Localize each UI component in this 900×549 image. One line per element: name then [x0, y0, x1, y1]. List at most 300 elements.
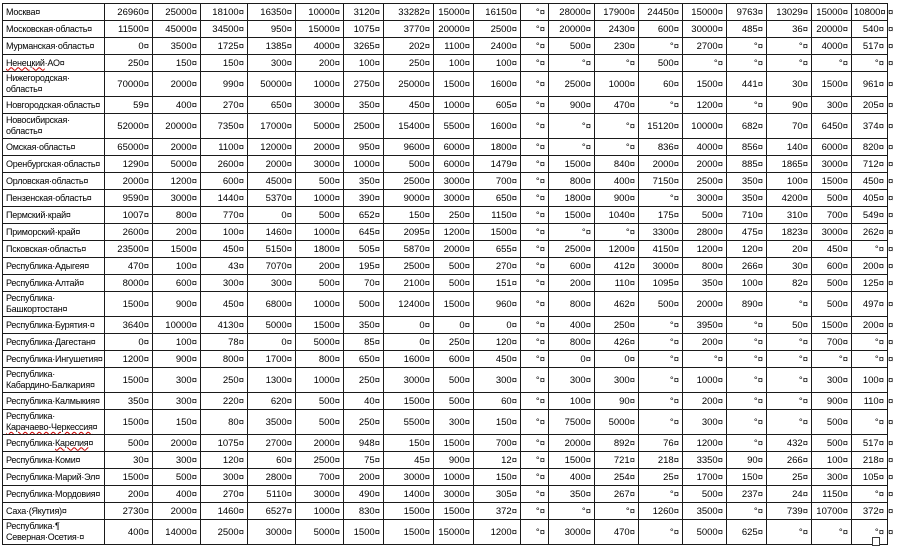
value-cell[interactable]: 151¤ [474, 275, 521, 292]
value-cell[interactable]: 1500¤ [105, 469, 153, 486]
value-cell[interactable]: 2000¤ [683, 156, 727, 173]
value-cell[interactable]: °¤ [521, 21, 549, 38]
value-cell[interactable]: 1600¤ [474, 72, 521, 97]
value-cell[interactable]: 830¤ [344, 503, 384, 520]
value-cell[interactable]: 1000¤ [595, 72, 639, 97]
value-cell[interactable]: 2100¤ [384, 275, 434, 292]
value-cell[interactable]: 900¤ [434, 452, 474, 469]
value-cell[interactable]: 712¤ [852, 156, 888, 173]
value-cell[interactable]: 710¤ [727, 207, 767, 224]
value-cell[interactable]: 3950¤ [683, 317, 727, 334]
value-cell[interactable]: 770¤ [201, 207, 248, 224]
value-cell[interactable]: 350¤ [549, 486, 595, 503]
value-cell[interactable]: 1440¤ [201, 190, 248, 207]
value-cell[interactable]: °¤ [767, 292, 812, 317]
value-cell[interactable]: 4000¤ [296, 38, 344, 55]
value-cell[interactable]: 500¤ [683, 207, 727, 224]
value-cell[interactable]: 470¤ [595, 97, 639, 114]
value-cell[interactable]: 500¤ [434, 258, 474, 275]
value-cell[interactable]: 5000¤ [296, 520, 344, 545]
value-cell[interactable]: 500¤ [812, 410, 852, 435]
value-cell[interactable]: 650¤ [344, 351, 384, 368]
value-cell[interactable]: 3000¤ [639, 258, 683, 275]
value-cell[interactable]: 450¤ [474, 351, 521, 368]
value-cell[interactable]: 150¤ [384, 207, 434, 224]
value-cell[interactable]: 441¤ [727, 72, 767, 97]
value-cell[interactable]: 1095¤ [639, 275, 683, 292]
value-cell[interactable]: 1500¤ [434, 503, 474, 520]
value-cell[interactable]: 4000¤ [683, 139, 727, 156]
value-cell[interactable]: 1600¤ [474, 114, 521, 139]
value-cell[interactable]: °¤ [727, 38, 767, 55]
value-cell[interactable]: 3500¤ [153, 38, 201, 55]
value-cell[interactable]: 262¤ [852, 224, 888, 241]
value-cell[interactable]: 500¤ [296, 207, 344, 224]
value-cell[interactable]: 0¤ [595, 351, 639, 368]
value-cell[interactable]: 6000¤ [812, 139, 852, 156]
value-cell[interactable]: 655¤ [474, 241, 521, 258]
value-cell[interactable]: °¤ [639, 486, 683, 503]
value-cell[interactable]: 200¤ [549, 275, 595, 292]
value-cell[interactable]: °¤ [595, 224, 639, 241]
region-name-cell[interactable]: Республика· Башкортостан¤ [3, 292, 105, 317]
value-cell[interactable]: °¤ [521, 317, 549, 334]
value-cell[interactable]: 2000¤ [683, 292, 727, 317]
value-cell[interactable]: 1500¤ [549, 207, 595, 224]
value-cell[interactable]: 900¤ [153, 292, 201, 317]
value-cell[interactable]: 0¤ [105, 38, 153, 55]
value-cell[interactable]: 12000¤ [248, 139, 296, 156]
value-cell[interactable]: 12400¤ [384, 292, 434, 317]
value-cell[interactable]: 23500¤ [105, 241, 153, 258]
value-cell[interactable]: 1500¤ [384, 520, 434, 545]
value-cell[interactable]: 2000¤ [639, 156, 683, 173]
value-cell[interactable]: °¤ [521, 435, 549, 452]
value-cell[interactable]: 350¤ [727, 190, 767, 207]
value-cell[interactable]: °¤ [852, 351, 888, 368]
value-cell[interactable]: 2000¤ [105, 173, 153, 190]
value-cell[interactable]: °¤ [521, 55, 549, 72]
value-cell[interactable]: 3000¤ [683, 190, 727, 207]
region-name-cell[interactable]: Республика·Мордовия¤ [3, 486, 105, 503]
value-cell[interactable]: 110¤ [595, 275, 639, 292]
value-cell[interactable]: 450¤ [201, 241, 248, 258]
value-cell[interactable]: 218¤ [639, 452, 683, 469]
value-cell[interactable]: 2000¤ [153, 435, 201, 452]
value-cell[interactable]: 5870¤ [384, 241, 434, 258]
value-cell[interactable]: 6000¤ [434, 139, 474, 156]
value-cell[interactable]: 82¤ [767, 275, 812, 292]
value-cell[interactable]: °¤ [595, 55, 639, 72]
value-cell[interactable]: 1600¤ [384, 351, 434, 368]
value-cell[interactable]: 800¤ [153, 207, 201, 224]
region-name-cell[interactable]: Республика·Ингушетия¤ [3, 351, 105, 368]
value-cell[interactable]: 497¤ [852, 292, 888, 317]
value-cell[interactable]: 900¤ [153, 351, 201, 368]
value-cell[interactable]: 15120¤ [639, 114, 683, 139]
region-name-cell[interactable]: Омская·область¤ [3, 139, 105, 156]
value-cell[interactable]: 505¤ [344, 241, 384, 258]
value-cell[interactable]: 1000¤ [296, 503, 344, 520]
region-name-cell[interactable]: Новосибирская· область¤ [3, 114, 105, 139]
value-cell[interactable]: °¤ [521, 258, 549, 275]
value-cell[interactable]: 14000¤ [153, 520, 201, 545]
value-cell[interactable]: 30¤ [767, 72, 812, 97]
value-cell[interactable]: 1500¤ [474, 224, 521, 241]
value-cell[interactable]: 1040¤ [595, 207, 639, 224]
value-cell[interactable]: 500¤ [434, 275, 474, 292]
region-name-cell[interactable]: Москва¤ [3, 4, 105, 21]
region-name-cell[interactable]: Саха·(Якутия)¤ [3, 503, 105, 520]
value-cell[interactable]: 500¤ [812, 435, 852, 452]
value-cell[interactable]: 500¤ [384, 156, 434, 173]
value-cell[interactable]: 15000¤ [812, 4, 852, 21]
value-cell[interactable]: 1000¤ [296, 292, 344, 317]
value-cell[interactable]: 3500¤ [248, 410, 296, 435]
value-cell[interactable]: 500¤ [683, 486, 727, 503]
value-cell[interactable]: 1800¤ [296, 241, 344, 258]
value-cell[interactable]: 150¤ [474, 469, 521, 486]
value-cell[interactable]: 400¤ [549, 317, 595, 334]
region-name-cell[interactable]: Ненецкий·АО¤ [3, 55, 105, 72]
value-cell[interactable]: 100¤ [434, 55, 474, 72]
value-cell[interactable]: 17900¤ [595, 4, 639, 21]
value-cell[interactable]: 20000¤ [549, 21, 595, 38]
value-cell[interactable]: 300¤ [153, 452, 201, 469]
value-cell[interactable]: 517¤ [852, 38, 888, 55]
value-cell[interactable]: 20000¤ [812, 21, 852, 38]
value-cell[interactable]: 4500¤ [248, 173, 296, 190]
value-cell[interactable]: 75¤ [344, 452, 384, 469]
value-cell[interactable]: °¤ [812, 351, 852, 368]
value-cell[interactable]: 6000¤ [434, 156, 474, 173]
value-cell[interactable]: °¤ [595, 114, 639, 139]
value-cell[interactable]: 840¤ [595, 156, 639, 173]
value-cell[interactable]: 100¤ [727, 275, 767, 292]
value-cell[interactable]: 800¤ [683, 258, 727, 275]
value-cell[interactable]: °¤ [639, 97, 683, 114]
value-cell[interactable]: 3000¤ [296, 97, 344, 114]
value-cell[interactable]: °¤ [727, 351, 767, 368]
value-cell[interactable]: 7500¤ [549, 410, 595, 435]
value-cell[interactable]: °¤ [727, 368, 767, 393]
value-cell[interactable]: °¤ [549, 55, 595, 72]
value-cell[interactable]: 426¤ [595, 334, 639, 351]
value-cell[interactable]: 2500¤ [549, 72, 595, 97]
value-cell[interactable]: 2095¤ [384, 224, 434, 241]
value-cell[interactable]: 500¤ [812, 190, 852, 207]
value-cell[interactable]: 2000¤ [549, 435, 595, 452]
region-name-cell[interactable]: Новгородская·область¤ [3, 97, 105, 114]
value-cell[interactable]: 2000¤ [248, 156, 296, 173]
value-cell[interactable]: 800¤ [549, 173, 595, 190]
value-cell[interactable]: 948¤ [344, 435, 384, 452]
value-cell[interactable]: 40¤ [344, 393, 384, 410]
value-cell[interactable]: °¤ [521, 97, 549, 114]
value-cell[interactable]: 78¤ [201, 334, 248, 351]
value-cell[interactable]: 2400¤ [474, 38, 521, 55]
value-cell[interactable]: 250¤ [434, 334, 474, 351]
value-cell[interactable]: °¤ [727, 393, 767, 410]
value-cell[interactable]: 250¤ [105, 55, 153, 72]
value-cell[interactable]: 885¤ [727, 156, 767, 173]
region-name-cell[interactable]: Московская·область¤ [3, 21, 105, 38]
value-cell[interactable]: 1500¤ [105, 410, 153, 435]
value-cell[interactable]: 305¤ [474, 486, 521, 503]
value-cell[interactable]: 5000¤ [296, 114, 344, 139]
value-cell[interactable]: 2500¤ [384, 258, 434, 275]
value-cell[interactable]: 110¤ [852, 393, 888, 410]
value-cell[interactable]: 15000¤ [683, 4, 727, 21]
value-cell[interactable]: 9000¤ [384, 190, 434, 207]
value-cell[interactable]: 372¤ [852, 503, 888, 520]
value-cell[interactable]: 1500¤ [384, 503, 434, 520]
value-cell[interactable]: °¤ [852, 55, 888, 72]
value-cell[interactable]: 400¤ [105, 520, 153, 545]
value-cell[interactable]: °¤ [521, 486, 549, 503]
value-cell[interactable]: °¤ [595, 503, 639, 520]
value-cell[interactable]: 1700¤ [683, 469, 727, 486]
value-cell[interactable]: 2700¤ [248, 435, 296, 452]
value-cell[interactable]: 856¤ [727, 139, 767, 156]
value-cell[interactable]: 892¤ [595, 435, 639, 452]
value-cell[interactable]: 5000¤ [248, 317, 296, 334]
value-cell[interactable]: 34500¤ [201, 21, 248, 38]
value-cell[interactable]: 1000¤ [296, 72, 344, 97]
value-cell[interactable]: 1479¤ [474, 156, 521, 173]
value-cell[interactable]: 1100¤ [434, 38, 474, 55]
value-cell[interactable]: 5000¤ [296, 334, 344, 351]
value-cell[interactable]: 3000¤ [384, 368, 434, 393]
value-cell[interactable]: 90¤ [767, 97, 812, 114]
value-cell[interactable]: 2800¤ [248, 469, 296, 486]
value-cell[interactable]: 950¤ [344, 139, 384, 156]
value-cell[interactable]: 1000¤ [296, 190, 344, 207]
value-cell[interactable]: 3265¤ [344, 38, 384, 55]
value-cell[interactable]: 500¤ [434, 368, 474, 393]
value-cell[interactable]: 45000¤ [153, 21, 201, 38]
value-cell[interactable]: °¤ [727, 334, 767, 351]
value-cell[interactable]: 5500¤ [384, 410, 434, 435]
value-cell[interactable]: °¤ [767, 368, 812, 393]
value-cell[interactable]: 961¤ [852, 72, 888, 97]
value-cell[interactable]: 150¤ [153, 410, 201, 435]
value-cell[interactable]: 600¤ [434, 351, 474, 368]
value-cell[interactable]: 350¤ [727, 173, 767, 190]
value-cell[interactable]: 700¤ [474, 173, 521, 190]
value-cell[interactable]: 300¤ [201, 275, 248, 292]
value-cell[interactable]: 50¤ [767, 317, 812, 334]
value-cell[interactable]: 2500¤ [201, 520, 248, 545]
region-name-cell[interactable]: Республика· Карачаево-Черкессия¤ [3, 410, 105, 435]
value-cell[interactable]: 10000¤ [683, 114, 727, 139]
value-cell[interactable]: 2430¤ [595, 21, 639, 38]
value-cell[interactable]: 2000¤ [434, 241, 474, 258]
value-cell[interactable]: 3770¤ [384, 21, 434, 38]
value-cell[interactable]: 800¤ [296, 351, 344, 368]
value-cell[interactable]: 470¤ [105, 258, 153, 275]
value-cell[interactable]: 150¤ [727, 469, 767, 486]
value-cell[interactable]: °¤ [852, 241, 888, 258]
value-cell[interactable]: 3000¤ [812, 224, 852, 241]
value-cell[interactable]: °¤ [767, 334, 812, 351]
value-cell[interactable]: 1500¤ [344, 520, 384, 545]
value-cell[interactable]: 1000¤ [683, 368, 727, 393]
value-cell[interactable]: 3000¤ [296, 486, 344, 503]
value-cell[interactable]: 150¤ [384, 435, 434, 452]
value-cell[interactable]: 890¤ [727, 292, 767, 317]
value-cell[interactable]: 25¤ [639, 469, 683, 486]
value-cell[interactable]: 900¤ [549, 97, 595, 114]
value-cell[interactable]: 350¤ [344, 173, 384, 190]
value-cell[interactable]: 3000¤ [812, 156, 852, 173]
value-cell[interactable]: 1385¤ [248, 38, 296, 55]
value-cell[interactable]: 2500¤ [474, 21, 521, 38]
value-cell[interactable]: 3640¤ [105, 317, 153, 334]
value-cell[interactable]: °¤ [852, 486, 888, 503]
value-cell[interactable]: 1260¤ [639, 503, 683, 520]
value-cell[interactable]: 2730¤ [105, 503, 153, 520]
value-cell[interactable]: 52000¤ [105, 114, 153, 139]
value-cell[interactable]: 20¤ [767, 241, 812, 258]
value-cell[interactable]: 6800¤ [248, 292, 296, 317]
value-cell[interactable]: 90¤ [595, 393, 639, 410]
value-cell[interactable]: 70000¤ [105, 72, 153, 97]
value-cell[interactable]: 150¤ [153, 55, 201, 72]
value-cell[interactable]: °¤ [521, 469, 549, 486]
value-cell[interactable]: 350¤ [344, 317, 384, 334]
value-cell[interactable]: 200¤ [683, 334, 727, 351]
region-name-cell[interactable]: Орловская·область¤ [3, 173, 105, 190]
value-cell[interactable]: 500¤ [812, 275, 852, 292]
value-cell[interactable]: 300¤ [434, 410, 474, 435]
value-cell[interactable]: 1500¤ [434, 72, 474, 97]
value-cell[interactable]: 470¤ [595, 520, 639, 545]
value-cell[interactable]: °¤ [852, 334, 888, 351]
value-cell[interactable]: 100¤ [812, 452, 852, 469]
value-cell[interactable]: 450¤ [201, 292, 248, 317]
region-name-cell[interactable]: Республика·Адыгея¤ [3, 258, 105, 275]
value-cell[interactable]: 120¤ [474, 334, 521, 351]
value-cell[interactable]: 3000¤ [296, 156, 344, 173]
value-cell[interactable]: 0¤ [474, 317, 521, 334]
value-cell[interactable]: 800¤ [549, 292, 595, 317]
value-cell[interactable]: 1500¤ [434, 435, 474, 452]
value-cell[interactable]: 1823¤ [767, 224, 812, 241]
value-cell[interactable]: 60¤ [639, 72, 683, 97]
value-cell[interactable]: 85¤ [344, 334, 384, 351]
value-cell[interactable]: 300¤ [153, 368, 201, 393]
value-cell[interactable]: 266¤ [727, 258, 767, 275]
value-cell[interactable]: 605¤ [474, 97, 521, 114]
value-cell[interactable]: 7150¤ [639, 173, 683, 190]
value-cell[interactable]: 900¤ [812, 393, 852, 410]
value-cell[interactable]: 1500¤ [812, 72, 852, 97]
value-cell[interactable]: 150¤ [201, 55, 248, 72]
value-cell[interactable]: 1200¤ [683, 241, 727, 258]
value-cell[interactable]: °¤ [683, 351, 727, 368]
value-cell[interactable]: 1290¤ [105, 156, 153, 173]
value-cell[interactable]: 202¤ [384, 38, 434, 55]
value-cell[interactable]: 540¤ [852, 21, 888, 38]
region-name-cell[interactable]: Республика·Калмыкия¤ [3, 393, 105, 410]
value-cell[interactable]: 1075¤ [344, 21, 384, 38]
value-cell[interactable]: 700¤ [812, 207, 852, 224]
value-cell[interactable]: 50000¤ [248, 72, 296, 97]
value-cell[interactable]: 475¤ [727, 224, 767, 241]
value-cell[interactable]: 120¤ [727, 241, 767, 258]
value-cell[interactable]: 1725¤ [201, 38, 248, 55]
value-cell[interactable]: 10800¤ [852, 4, 888, 21]
value-cell[interactable]: 300¤ [153, 393, 201, 410]
value-cell[interactable]: 1007¤ [105, 207, 153, 224]
value-cell[interactable]: 59¤ [105, 97, 153, 114]
region-name-cell[interactable]: Республика·Алтай¤ [3, 275, 105, 292]
value-cell[interactable]: 220¤ [201, 393, 248, 410]
value-cell[interactable]: 0¤ [248, 334, 296, 351]
value-cell[interactable]: °¤ [767, 410, 812, 435]
value-cell[interactable]: 10000¤ [296, 4, 344, 21]
value-cell[interactable]: 13029¤ [767, 4, 812, 21]
value-cell[interactable]: 625¤ [727, 520, 767, 545]
value-cell[interactable]: °¤ [549, 224, 595, 241]
value-cell[interactable]: 1460¤ [248, 224, 296, 241]
value-cell[interactable]: 682¤ [727, 114, 767, 139]
value-cell[interactable]: 3300¤ [639, 224, 683, 241]
value-cell[interactable]: 250¤ [344, 368, 384, 393]
value-cell[interactable]: 1200¤ [434, 224, 474, 241]
value-cell[interactable]: °¤ [639, 317, 683, 334]
value-cell[interactable]: 350¤ [105, 393, 153, 410]
value-cell[interactable]: 26960¤ [105, 4, 153, 21]
region-name-cell[interactable]: Республика· Кабардино-Балкария¤ [3, 368, 105, 393]
value-cell[interactable]: 1200¤ [474, 520, 521, 545]
value-cell[interactable]: 9590¤ [105, 190, 153, 207]
value-cell[interactable]: 1500¤ [812, 173, 852, 190]
value-cell[interactable]: 3000¤ [549, 520, 595, 545]
value-cell[interactable]: 600¤ [812, 258, 852, 275]
value-cell[interactable]: 3350¤ [683, 452, 727, 469]
value-cell[interactable]: °¤ [521, 114, 549, 139]
value-cell[interactable]: °¤ [767, 55, 812, 72]
value-cell[interactable]: 1000¤ [344, 156, 384, 173]
value-cell[interactable]: °¤ [521, 156, 549, 173]
value-cell[interactable]: 200¤ [296, 55, 344, 72]
value-cell[interactable]: 5000¤ [683, 520, 727, 545]
value-cell[interactable]: 60¤ [248, 452, 296, 469]
value-cell[interactable]: 350¤ [683, 275, 727, 292]
value-cell[interactable]: °¤ [639, 410, 683, 435]
value-cell[interactable]: 100¤ [474, 55, 521, 72]
value-cell[interactable]: °¤ [639, 190, 683, 207]
value-cell[interactable]: 15000¤ [434, 4, 474, 21]
value-cell[interactable]: 650¤ [474, 190, 521, 207]
value-cell[interactable]: 270¤ [474, 258, 521, 275]
value-cell[interactable]: °¤ [852, 520, 888, 545]
value-cell[interactable]: 300¤ [812, 368, 852, 393]
value-cell[interactable]: 65000¤ [105, 139, 153, 156]
value-cell[interactable]: 500¤ [549, 38, 595, 55]
value-cell[interactable]: 500¤ [105, 435, 153, 452]
value-cell[interactable]: °¤ [767, 393, 812, 410]
value-cell[interactable]: 200¤ [344, 469, 384, 486]
value-cell[interactable]: 200¤ [296, 258, 344, 275]
value-cell[interactable]: 30¤ [767, 258, 812, 275]
value-cell[interactable]: 517¤ [852, 435, 888, 452]
value-cell[interactable]: 300¤ [201, 469, 248, 486]
value-cell[interactable]: 405¤ [852, 190, 888, 207]
value-cell[interactable]: 700¤ [812, 334, 852, 351]
